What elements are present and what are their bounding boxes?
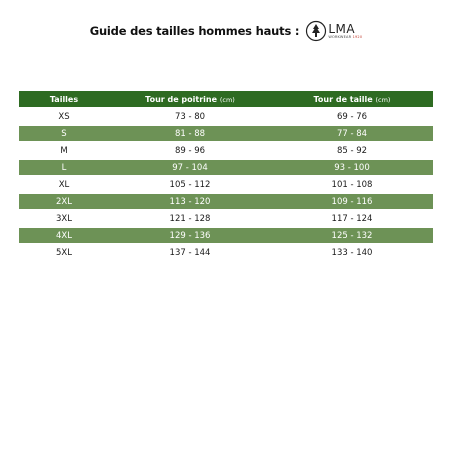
tree-emblem-icon: [305, 20, 327, 42]
logo-tagline: WORKWEAR 1920: [328, 34, 363, 39]
size-guide-table: [19, 89, 433, 262]
logo-text: [328, 23, 362, 40]
cell-waist: 69 - 76: [271, 109, 433, 124]
cell-waist: 117 - 124: [271, 211, 433, 226]
table-row: [19, 126, 433, 141]
cell-chest: 97 - 104: [109, 160, 271, 175]
cell-waist: 77 - 84: [271, 126, 433, 141]
cell-waist: 109 - 116: [271, 194, 433, 209]
page-title: Guide des tailles hommes hauts :: [89, 24, 300, 38]
cell-waist: 133 - 140: [271, 245, 433, 260]
cell-chest: 89 - 96: [109, 143, 271, 158]
table-row: [19, 245, 433, 260]
cell-chest: 137 - 144: [109, 245, 271, 260]
cell-size: XS: [19, 109, 109, 124]
cell-size: XL: [19, 177, 109, 192]
cell-size: L: [19, 160, 109, 175]
table-row: [19, 177, 433, 192]
brand-logo: [305, 20, 362, 42]
cell-size: S: [19, 126, 109, 141]
table-row: [19, 109, 433, 124]
cell-waist: 101 - 108: [271, 177, 433, 192]
table-header-row: [19, 91, 433, 107]
cell-waist: 93 - 100: [271, 160, 433, 175]
cell-size: M: [19, 143, 109, 158]
cell-waist: 125 - 132: [271, 228, 433, 243]
cell-waist: 85 - 92: [271, 143, 433, 158]
cell-chest: 121 - 128: [109, 211, 271, 226]
page-header: [0, 18, 452, 44]
header-size: Tailles: [19, 91, 109, 107]
table-row: [19, 160, 433, 175]
table-row: [19, 228, 433, 243]
cell-chest: 73 - 80: [109, 109, 271, 124]
header-chest: Tour de poitrine (cm): [109, 91, 271, 107]
cell-size: 5XL: [19, 245, 109, 260]
table-row: [19, 143, 433, 158]
header-waist: Tour de taille (cm): [271, 91, 433, 107]
table-row: [19, 211, 433, 226]
logo-wordmark: LMA: [328, 21, 356, 36]
cell-chest: 105 - 112: [109, 177, 271, 192]
cell-size: 4XL: [19, 228, 109, 243]
cell-size: 2XL: [19, 194, 109, 209]
cell-chest: 129 - 136: [109, 228, 271, 243]
cell-chest: 81 - 88: [109, 126, 271, 141]
cell-chest: 113 - 120: [109, 194, 271, 209]
cell-size: 3XL: [19, 211, 109, 226]
table-row: [19, 194, 433, 209]
